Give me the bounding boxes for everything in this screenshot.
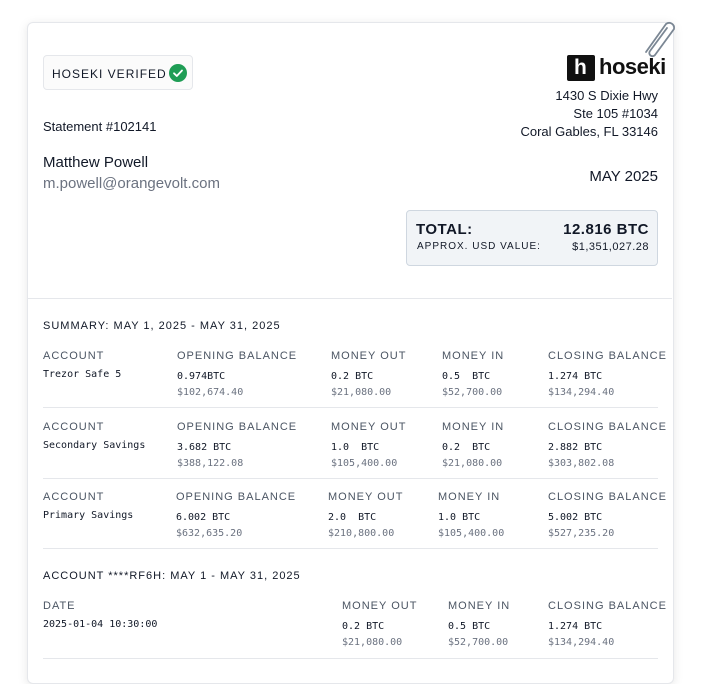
header-date: DATE [43, 600, 76, 612]
closing-btc: 5.002 BTC [548, 512, 603, 523]
section-divider [28, 298, 672, 299]
row-divider [43, 658, 658, 659]
money-in-usd: $21,080.00 [442, 458, 503, 469]
customer-email: m.powell@orangevolt.com [43, 175, 220, 192]
header-closing: CLOSING BALANCE [548, 421, 667, 433]
header-account: ACCOUNT [43, 350, 105, 362]
money-out-usd: $21,080.00 [331, 387, 392, 398]
account-name: Trezor Safe 5 [43, 369, 122, 380]
total-value: 12.816 BTC [563, 221, 649, 238]
money-out-btc: 2.0 BTC [328, 512, 377, 523]
logo-wordmark: hoseki [599, 54, 666, 79]
closing-usd: $303,802.08 [548, 458, 615, 469]
header-opening: OPENING BALANCE [177, 350, 298, 362]
money-out-btc: 0.2 BTC [331, 371, 374, 382]
closing-usd: $134,294.40 [548, 637, 615, 648]
statement-month: MAY 2025 [589, 168, 658, 185]
summary-title: SUMMARY: MAY 1, 2025 - MAY 31, 2025 [43, 320, 281, 332]
money-in-btc: 0.5 BTC [442, 371, 491, 382]
opening-usd: $388,122.08 [177, 458, 244, 469]
closing-btc: 2.882 BTC [548, 442, 603, 453]
money-in-btc: 1.0 BTC [438, 512, 481, 523]
row-divider [43, 478, 658, 479]
header-money-in: MONEY IN [438, 491, 501, 503]
logo-mark-letter: h [574, 56, 587, 79]
account-section-title: ACCOUNT ****RF6H: MAY 1 - MAY 31, 2025 [43, 570, 301, 582]
header-closing: CLOSING BALANCE [548, 350, 667, 362]
header-closing: CLOSING BALANCE [548, 600, 667, 612]
account-name: Primary Savings [43, 510, 134, 521]
money-out-usd: $21,080.00 [342, 637, 403, 648]
opening-btc: 6.002 BTC [176, 512, 231, 523]
address-line-1: 1430 S Dixie Hwy [555, 88, 658, 103]
money-out-usd: $105,400.00 [331, 458, 398, 469]
money-in-btc: 0.5 BTC [448, 621, 491, 632]
address-line-3: Coral Gables, FL 33146 [520, 124, 658, 139]
closing-btc: 1.274 BTC [548, 371, 603, 382]
row-divider [43, 407, 658, 408]
verified-badge-label: HOSEKI VERIFED [52, 67, 167, 81]
account-name: Secondary Savings [43, 440, 146, 451]
total-label: TOTAL: [416, 221, 473, 238]
statement-number: Statement #102141 [43, 119, 157, 134]
opening-usd: $102,674.40 [177, 387, 244, 398]
money-out-btc: 0.2 BTC [342, 621, 385, 632]
header-account: ACCOUNT [43, 491, 105, 503]
header-opening: OPENING BALANCE [176, 491, 297, 503]
paperclip-icon [638, 14, 678, 58]
money-in-btc: 0.2 BTC [442, 442, 491, 453]
header-money-in: MONEY IN [448, 600, 511, 612]
usd-label: APPROX. USD VALUE: [417, 241, 541, 252]
total-box [406, 210, 658, 266]
logo-mark [567, 55, 595, 81]
money-in-usd: $52,700.00 [448, 637, 509, 648]
closing-usd: $527,235.20 [548, 528, 615, 539]
header-money-out: MONEY OUT [331, 350, 407, 362]
money-in-usd: $52,700.00 [442, 387, 503, 398]
money-out-btc: 1.0 BTC [331, 442, 380, 453]
closing-usd: $134,294.40 [548, 387, 615, 398]
header-closing: CLOSING BALANCE [548, 491, 667, 503]
address-line-2: Ste 105 #1034 [573, 106, 658, 121]
opening-btc: 3.682 BTC [177, 442, 232, 453]
usd-value: $1,351,027.28 [572, 241, 649, 253]
header-money-in: MONEY IN [442, 421, 505, 433]
header-opening: OPENING BALANCE [177, 421, 298, 433]
opening-usd: $632,635.20 [176, 528, 243, 539]
closing-btc: 1.274 BTC [548, 621, 603, 632]
money-in-usd: $105,400.00 [438, 528, 505, 539]
row-divider [43, 548, 658, 549]
opening-btc: 0.974BTC [177, 371, 226, 382]
header-money-out: MONEY OUT [342, 600, 418, 612]
header-money-in: MONEY IN [442, 350, 505, 362]
customer-name: Matthew Powell [43, 154, 149, 171]
verified-badge [43, 55, 193, 90]
header-account: ACCOUNT [43, 421, 105, 433]
header-money-out: MONEY OUT [331, 421, 407, 433]
check-circle-icon [169, 64, 187, 82]
money-out-usd: $210,800.00 [328, 528, 395, 539]
transaction-date: 2025-01-04 10:30:00 [43, 619, 158, 630]
header-money-out: MONEY OUT [328, 491, 404, 503]
